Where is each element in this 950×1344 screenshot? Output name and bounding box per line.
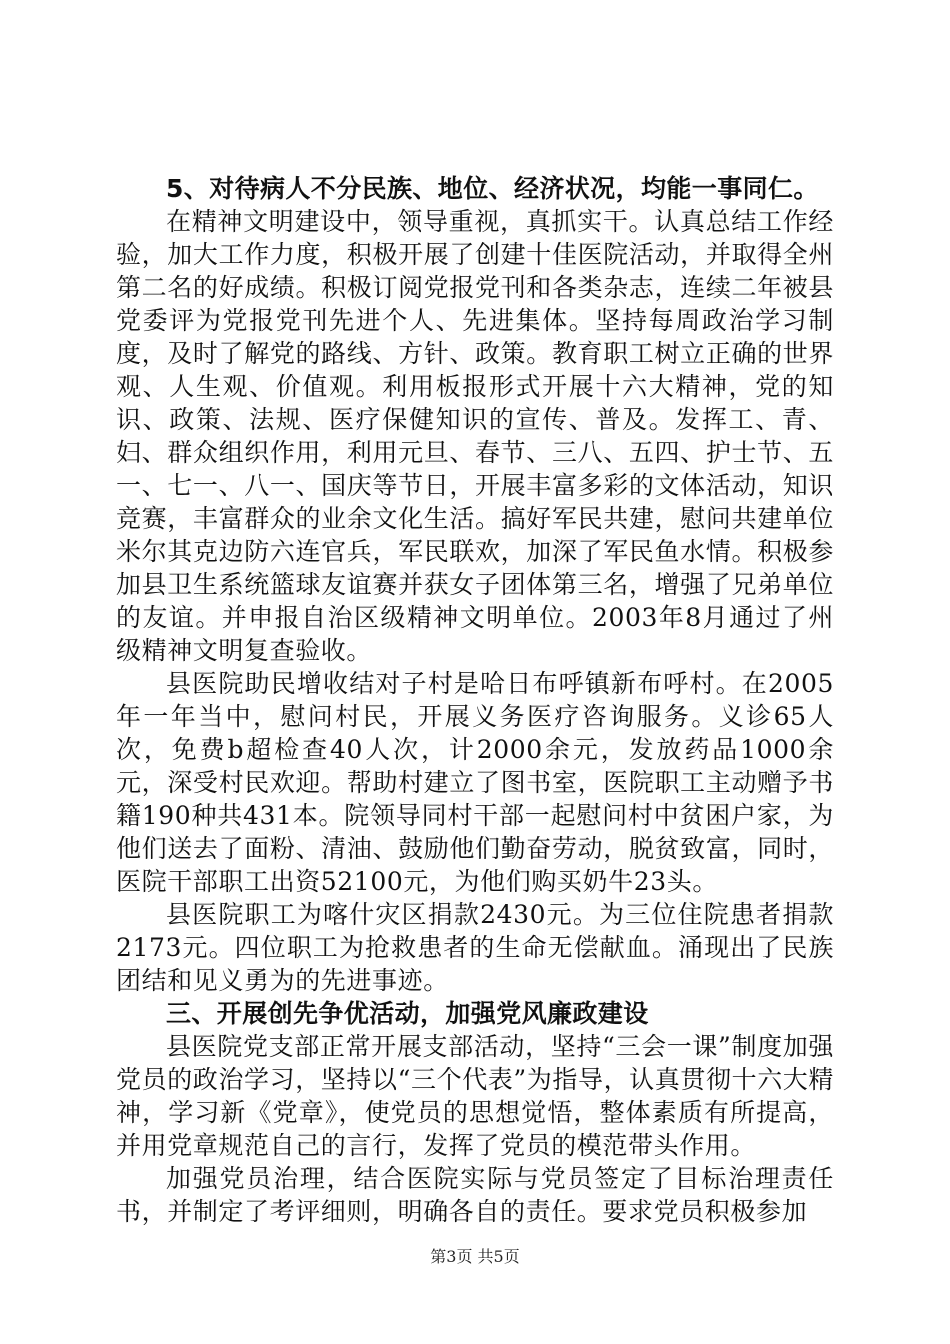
section-heading-party-building: 三、开展创先争优活动，加强党风廉政建设 [166, 999, 649, 1028]
document-body [116, 172, 834, 1228]
paragraph-village-assistance: 县医院助民增收结对子村是哈日布呼镇新布呼村。在2005年一年当中，慰问村民，开展义务医疗咨询服务。义诊65人次，免费b超检查40人次，计2000余元，发放药品1000余元，深受村民欢迎。帮助村建立了图书室，医院职工主动赠予书籍190种共431本。院领导同村干部一起慰问村中贫困户家，为他们送去了面粉、清油、鼓励他们勤奋劳动，脱贫致富，同时，医院干部职工出资52100元，为他们购买奶牛23头。 [116, 669, 834, 896]
section-heading-patient-equality: 5、对待病人不分民族、地位、经济状况，均能一事同仁。 [166, 174, 819, 203]
page-number-footer: 第3页 共5页 [430, 1247, 520, 1266]
paragraph-party-member-management: 加强党员治理，结合医院实际与党员签定了目标治理责任书，并制定了考评细则，明确各自的责任。要求党员积极参加 [116, 1164, 834, 1226]
paragraph-donations: 县医院职工为喀什灾区捐款2430元。为三位住院患者捐款2173元。四位职工为抢救患者的生命无偿献血。涌现出了民族团结和见义勇为的先进事迹。 [116, 900, 834, 995]
paragraph-spiritual-civilization: 在精神文明建设中，领导重视，真抓实干。认真总结工作经验，加大工作力度，积极开展了创建十佳医院活动，并取得全州第二名的好成绩。积极订阅党报党刊和各类杂志，连续二年被县党委评为党报党刊先进个人、先进集体。坚持每周政治学习制度，及时了解党的路线、方针、政策。教育职工树立正确的世界观、人生观、价值观。利用板报形式开展十六大精神，党的知识、政策、法规、医疗保健知识的宣传、普及。发挥工、青、妇、群众组织作用，利用元旦、春节、三八、五四、护士节、五一、七一、八一、国庆等节日，开展丰富多彩的文体活动，知识竞赛，丰富群众的业余文化生活。搞好军民共建，慰问共建单位米尔其克边防六连官兵，军民联欢，加深了军民鱼水情。积极参加县卫生系统篮球友谊赛并获女子团体第三名，增强了兄弟单位的友谊。并申报自治区级精神文明单位。2003年8月通过了州级精神文明复查验收。 [116, 207, 834, 665]
paragraph-party-branch-activities: 县医院党支部正常开展支部活动，坚持“三会一课”制度加强党员的政治学习，坚持以“三个代表”为指导，认真贯彻十六大精神，学习新《党章》，使党员的思想觉悟，整体素质有所提高，并用党章规范自己的言行，发挥了党员的模范带头作用。 [116, 1032, 834, 1160]
